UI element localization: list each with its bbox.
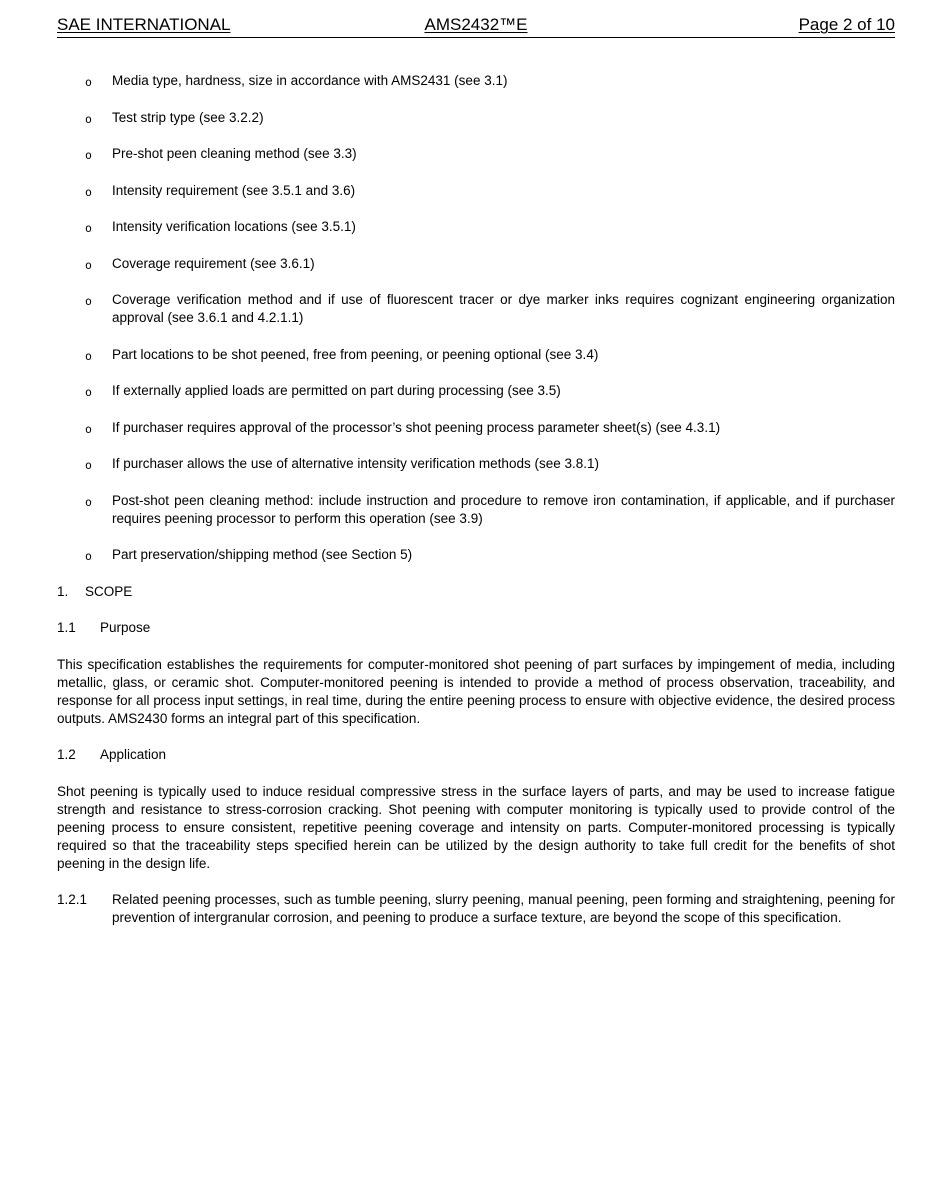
header-spec-number: AMS2432™E bbox=[424, 15, 528, 34]
list-item-text: Part locations to be shot peened, free from peening, or peening optional (see 3.4) bbox=[112, 346, 599, 362]
circle-bullet-icon: o bbox=[85, 348, 92, 363]
circle-bullet-icon: o bbox=[85, 549, 92, 563]
list-item-text: Test strip type (see 3.2.2) bbox=[112, 109, 264, 125]
related-processes-paragraph bbox=[57, 891, 895, 927]
list-item-text: Media type, hardness, size in accordance with AMS2431 (see 3.1) bbox=[112, 73, 508, 88]
section-number: 1.2.1 bbox=[57, 892, 88, 907]
section-title: Purpose bbox=[100, 620, 151, 635]
paragraph-text: Related peening processes, such as tumble peening, slurry peening, manual peening, peen forming and straightening, peening for prevention of intergranular corrosion, and peening to produce a surface texture, are beyond the scope of this specification. bbox=[112, 892, 895, 925]
list-item-text: Part preservation/shipping method (see Section 5) bbox=[112, 547, 413, 562]
circle-bullet-icon: o bbox=[85, 221, 92, 235]
circle-bullet-icon: o bbox=[85, 421, 92, 436]
section-number: 1. bbox=[57, 583, 69, 599]
list-item bbox=[57, 72, 895, 90]
section-number: 1.1 bbox=[57, 620, 76, 635]
circle-bullet-icon: o bbox=[85, 385, 92, 399]
list-item bbox=[57, 255, 895, 273]
order-info-checklist bbox=[57, 72, 895, 564]
purpose-paragraph: This specification establishes the requirements for computer-monitored shot peening of part surfaces by impingement of media, including metallic, glass, or ceramic shot. Computer-monitored peening is intended to provide a method of process observation, traceability, and response for all process input settings, in real time, during the entire peening process to ensure with objective evidence, the desired process outputs. AMS2430 forms an integral part of this specification. bbox=[57, 656, 895, 726]
list-item bbox=[57, 182, 895, 200]
list-item bbox=[57, 109, 895, 127]
list-item-text: If purchaser requires approval of the processor’s shot peening process parameter sheet(s) (see 4.3.1) bbox=[112, 419, 721, 435]
circle-bullet-icon: o bbox=[85, 148, 92, 162]
page-header bbox=[57, 15, 895, 38]
section-heading-application bbox=[57, 746, 895, 764]
application-paragraph: Shot peening is typically used to induce residual compressive stress in the surface layers of parts, and may be used to increase fatigue strength and resistance to stress-corrosion cracking. Shot peening with computer monitoring is typically used to provide control of the peening process to ensure consistent, repetitive peening coverage and intensity on parts. Computer-monitored processing is typically required so that the traceability steps specified herein can be utilized by the design authority to take full credit for the benefits of shot peening in the design life. bbox=[57, 783, 895, 871]
list-item bbox=[57, 346, 895, 364]
section-number: 1.2 bbox=[57, 747, 76, 762]
list-item bbox=[57, 382, 895, 400]
list-item bbox=[57, 546, 895, 564]
list-item bbox=[57, 455, 895, 473]
circle-bullet-icon: o bbox=[85, 111, 92, 126]
section-heading-purpose bbox=[57, 619, 895, 637]
list-item bbox=[57, 492, 895, 528]
document-body bbox=[57, 72, 895, 927]
list-item-text: Intensity verification locations (see 3.5.1) bbox=[112, 219, 356, 234]
section-heading-scope bbox=[57, 583, 895, 601]
circle-bullet-icon: o bbox=[85, 75, 92, 89]
header-organization: SAE INTERNATIONAL bbox=[57, 15, 231, 34]
list-item-text: Pre-shot peen cleaning method (see 3.3) bbox=[112, 146, 357, 161]
list-item-text: Post-shot peen cleaning method: include instruction and procedure to remove iron contamination, if applicable, and if purchaser requires peening processor to perform this operation (see 3.9) bbox=[112, 492, 895, 526]
circle-bullet-icon: o bbox=[85, 458, 92, 472]
circle-bullet-icon: o bbox=[85, 257, 92, 272]
list-item bbox=[57, 419, 895, 437]
section-title: Application bbox=[100, 747, 167, 762]
section-title: SCOPE bbox=[85, 583, 133, 599]
list-item bbox=[57, 145, 895, 163]
header-page-number: Page 2 of 10 bbox=[798, 15, 895, 34]
list-item bbox=[57, 218, 895, 236]
circle-bullet-icon: o bbox=[85, 294, 92, 308]
list-item-text: Coverage requirement (see 3.6.1) bbox=[112, 255, 315, 271]
list-item bbox=[57, 291, 895, 327]
circle-bullet-icon: o bbox=[85, 184, 92, 199]
list-item-text: Coverage verification method and if use of fluorescent tracer or dye marker inks requires cognizant engineering organization approval (see 3.6.1 and 4.2.1.1) bbox=[112, 292, 895, 325]
circle-bullet-icon: o bbox=[85, 494, 92, 509]
list-item-text: Intensity requirement (see 3.5.1 and 3.6) bbox=[112, 182, 356, 198]
list-item-text: If externally applied loads are permitted on part during processing (see 3.5) bbox=[112, 383, 561, 398]
list-item-text: If purchaser allows the use of alternative intensity verification methods (see 3.8.1) bbox=[112, 456, 599, 471]
